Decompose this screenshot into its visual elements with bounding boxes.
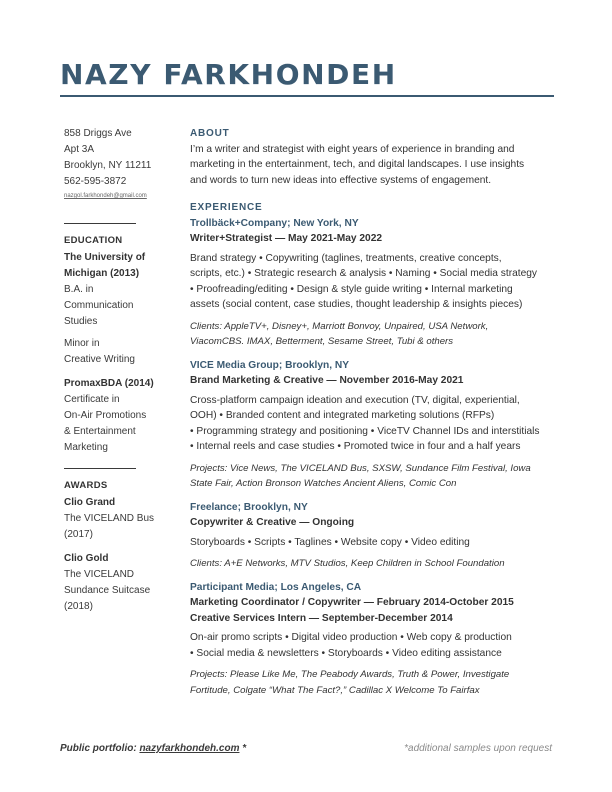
job-organization: Participant Media; Los Angeles, CA: [190, 581, 362, 593]
sidebar-divider: [64, 468, 136, 469]
job-role: Writer+Strategist — May 2021-May 2022: [190, 233, 383, 244]
about-line: marketing in the entertainment, tech, and digital landscapes. I use insights: [190, 159, 525, 170]
job-clients-line: State Fair, Action Bronson Watches Ancient Aliens, Comic Con: [190, 478, 457, 489]
city-line: Brooklyn, NY 11211: [64, 160, 152, 171]
award-line: (2018): [64, 601, 93, 612]
about-heading: ABOUT: [190, 128, 230, 139]
job-clients-line: Clients: A+E Networks, MTV Studios, Keep Children in School Foundation: [190, 558, 505, 569]
job-duty-line: Cross-platform campaign ideation and execution (TV, digital, experiential,: [190, 394, 520, 406]
portfolio-footer: [60, 743, 246, 754]
award-title: Clio Gold: [64, 553, 109, 564]
about-line: and words to turn new ideas into effective systems of engagement.: [190, 174, 492, 186]
address-line-1: 858 Driggs Ave: [64, 128, 132, 139]
job-duty-line: • Proofreading/editing • Design & style guide writing • Internal marketing: [190, 283, 513, 295]
experience-section: [190, 200, 560, 698]
job-clients-line: Fortitude, Colgate “What The Fact?,” Cadillac X Welcome To Fairfax: [190, 684, 480, 696]
job-duty-line: Brand strategy • Copywriting (taglines, treatments, creative concepts,: [190, 252, 502, 264]
degree-line: B.A. in: [64, 284, 94, 295]
job-role: Brand Marketing & Creative — November 2016-May 2021: [190, 375, 464, 386]
experience-heading: EXPERIENCE: [190, 202, 263, 213]
sidebar: [64, 126, 176, 615]
job-clients-line: Clients: AppleTV+, Disney+, Marriott Bonvoy, Unpaired, USA Network,: [190, 320, 489, 332]
job-organization: Trollbäck+Company; New York, NY: [190, 217, 359, 229]
minor-line: Minor in: [64, 338, 100, 349]
program-name: PromaxBDA (2014): [64, 378, 154, 389]
minor-line: Creative Writing: [64, 354, 135, 365]
job-organization: VICE Media Group; Brooklyn, NY: [190, 359, 350, 371]
samples-note: *additional samples upon request: [404, 743, 552, 754]
award-line: The VICELAND: [64, 569, 135, 580]
award-title: Clio Grand: [64, 497, 116, 508]
main-content: [190, 126, 560, 698]
award-line: (2017): [64, 529, 93, 540]
job-duty-line: • Programming strategy and positioning • ViceTV Channel IDs and interstitials: [190, 425, 540, 437]
job-role: Copywriter & Creative — Ongoing: [190, 517, 355, 528]
job-duty-line: scripts, etc.) • Strategic research & analysis • Naming • Social media strategy: [190, 268, 538, 279]
awards-block: [64, 478, 176, 615]
job-entry: [190, 580, 560, 699]
address-line-2: Apt 3A: [64, 144, 95, 155]
job-clients-line: Projects: Vice News, The VICELAND Bus, SXSW, Sundance Film Festival, Iowa: [190, 462, 531, 474]
program-line: & Entertainment: [64, 426, 136, 437]
phone-number: 562-595-3872: [64, 176, 127, 187]
about-line: I’m a writer and strategist with eight years of experience in branding and: [190, 143, 515, 155]
portfolio-link[interactable]: nazyfarkhondeh.com: [139, 743, 240, 754]
job-duty-line: assets (social content, case studies, thought leadership & insights pieces): [190, 299, 523, 310]
school-name-line-1: The University of: [64, 252, 146, 263]
job-role: Marketing Coordinator / Copywriter — February 2014-October 2015: [190, 597, 514, 608]
job-entry: [190, 358, 560, 492]
award-line: The VICELAND Bus: [64, 513, 155, 524]
about-section: [190, 126, 560, 188]
job-entry: [190, 216, 560, 350]
degree-line: Studies: [64, 316, 98, 327]
school-name-line-2: Michigan (2013): [64, 268, 140, 279]
job-role: Creative Services Intern — September-December 2014: [190, 612, 453, 624]
job-duty-line: • Internal reels and case studies • Promoted twice in four and a half years: [190, 441, 521, 452]
job-duty-line: Storyboards • Scripts • Taglines • Website copy • Video editing: [190, 536, 470, 548]
portfolio-label: Public portfolio:: [60, 743, 137, 754]
job-organization: Freelance; Brooklyn, NY: [190, 501, 308, 513]
degree-line: Communication: [64, 300, 134, 311]
contact-block: [64, 126, 176, 201]
job-duty-line: On-air promo scripts • Digital video production • Web copy & production: [190, 632, 512, 643]
education-heading: EDUCATION: [64, 235, 123, 246]
program-line: Marketing: [64, 442, 108, 453]
job-duty-line: • Social media & newsletters • Storyboards • Video editing assistance: [190, 647, 502, 659]
award-line: Sundance Suitcase: [64, 585, 151, 596]
job-duty-line: OOH) • Branded content and integrated marketing solutions (RFPs): [190, 410, 495, 421]
resume-name: NAZY FARKHONDEH: [60, 58, 397, 91]
job-entry: [190, 500, 560, 572]
sidebar-divider: [64, 223, 136, 224]
program-line: On-Air Promotions: [64, 410, 147, 421]
portfolio-asterisk: *: [242, 743, 247, 754]
job-clients-line: ViacomCBS. IMAX, Betterment, Sesame Street, Tubi & others: [190, 336, 454, 347]
awards-heading: AWARDS: [64, 480, 108, 491]
education-block: [64, 233, 176, 456]
job-clients-line: Projects: Please Like Me, The Peabody Awards, Truth & Power, Investigate: [190, 669, 510, 680]
email-link[interactable]: nazgol.farkhondeh@gmail.com: [64, 193, 147, 199]
program-line: Certificate in: [64, 394, 120, 405]
header-divider: [60, 95, 554, 97]
